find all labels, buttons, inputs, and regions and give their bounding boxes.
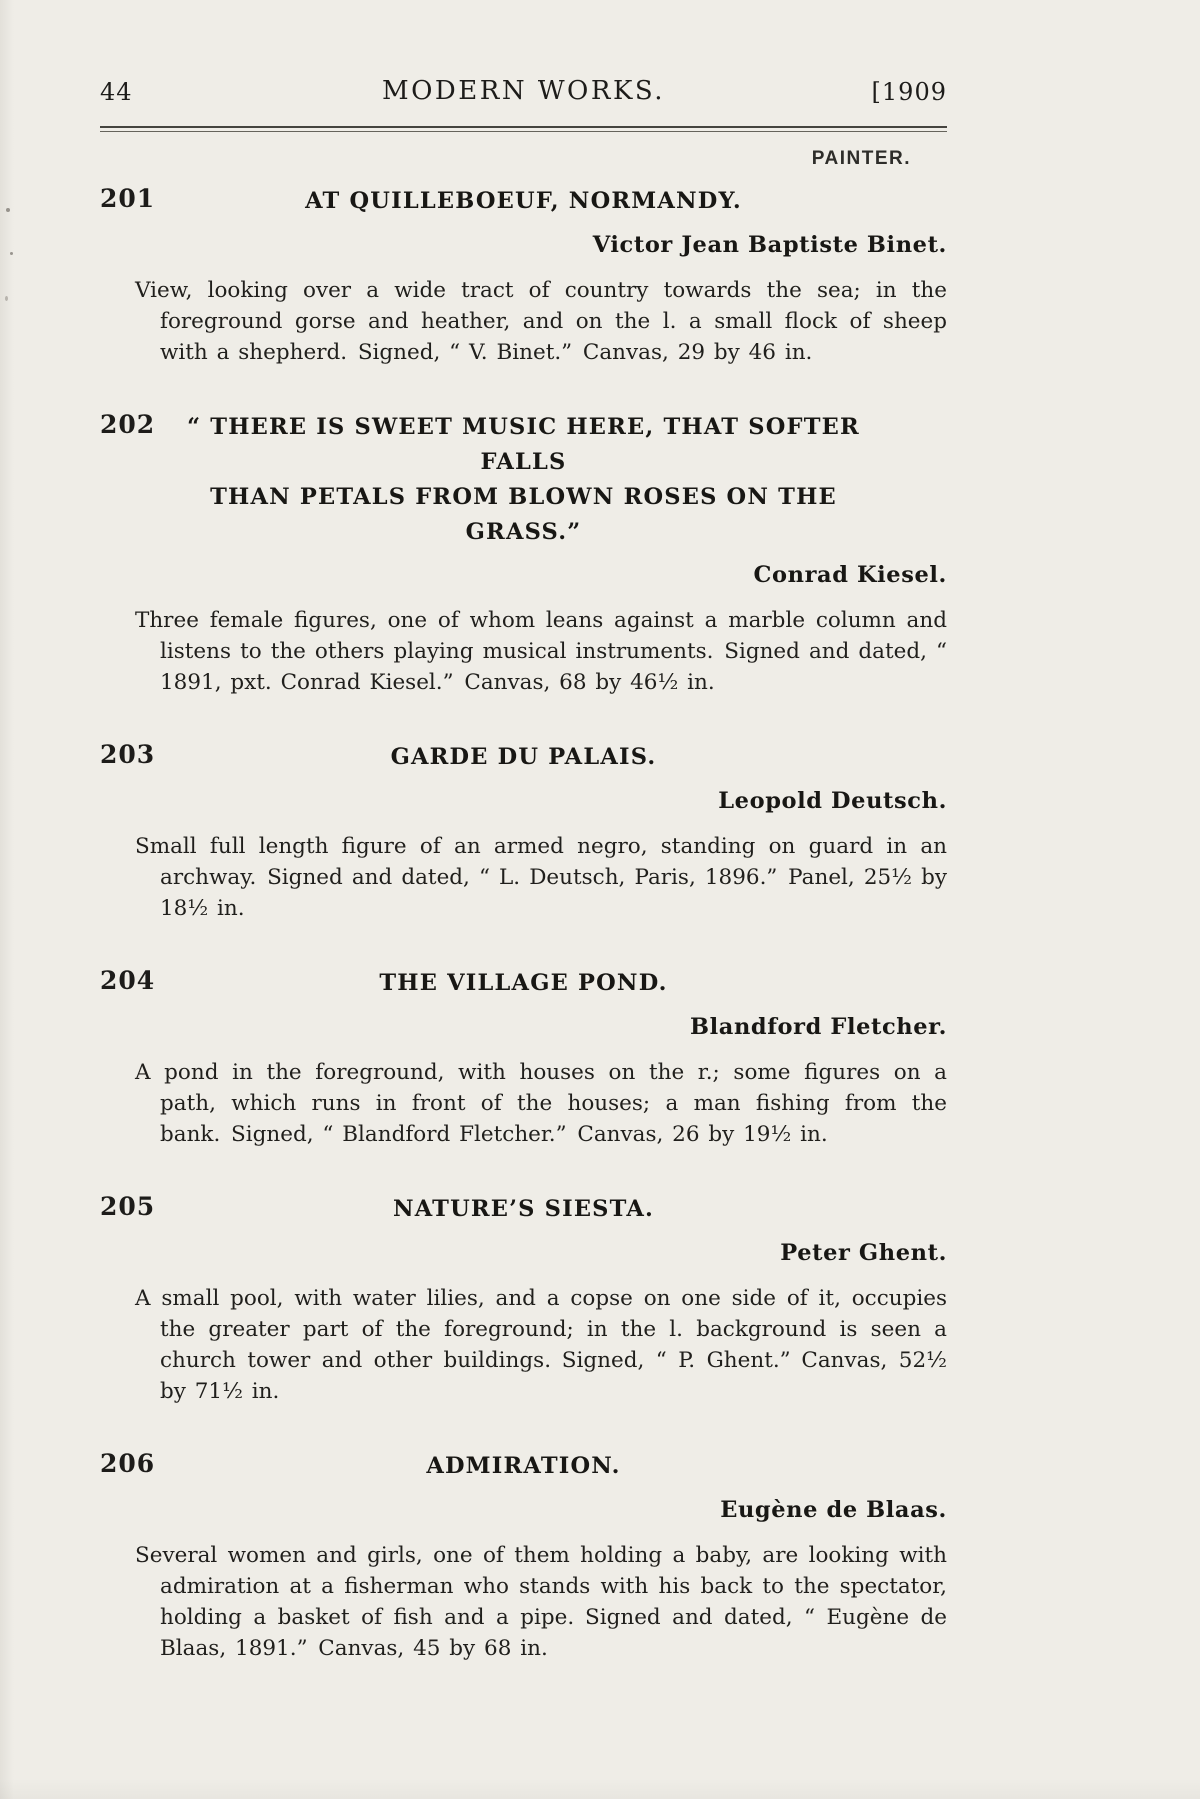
header-rule	[100, 126, 947, 132]
running-title: MODERN WORKS.	[381, 76, 666, 106]
lot-number: 205	[100, 1192, 156, 1222]
lot-entry-206	[100, 1449, 947, 1664]
scan-speck	[6, 208, 10, 212]
painter-name: Victor Jean Baptiste Binet.	[592, 231, 947, 258]
year-bracket: [1909	[871, 78, 947, 106]
painter-name: Peter Ghent.	[780, 1240, 947, 1266]
painter-column-label: PAINTER.	[811, 148, 911, 169]
lot-title-line2: THAN PETALS FROM BLOWN ROSES ON THE GRASS.”	[210, 483, 837, 545]
lot-title	[100, 410, 947, 550]
lot-title-line: NATURE’S SIESTA.	[392, 1196, 655, 1223]
painter-name: Blandford Fletcher.	[690, 1014, 947, 1041]
lot-title-line: “ THERE IS SWEET MUSIC HERE, THAT SOFTER FALLS	[187, 413, 860, 475]
painter-name: Conrad Kiesel.	[753, 562, 947, 589]
lot-number: 201	[100, 184, 156, 213]
lot-head	[100, 184, 947, 219]
lot-head	[100, 410, 947, 550]
lot-number: 202	[100, 409, 156, 439]
page-number: 44	[100, 78, 133, 106]
painter-name: Leopold Deutsch.	[718, 788, 947, 815]
lot-head	[100, 966, 947, 1001]
page-header	[100, 78, 947, 112]
lot-title-line: ADMIRATION.	[426, 1453, 621, 1479]
lot-number: 204	[100, 966, 156, 996]
lot-head	[100, 1192, 947, 1227]
lot-entry-201	[100, 184, 947, 368]
scan-speck	[5, 296, 8, 301]
lot-entry-205	[100, 1192, 947, 1407]
scan-speck	[10, 252, 13, 255]
lot-title-line: AT QUILLEBOEUF, NORMANDY.	[305, 188, 742, 214]
lot-description: View, looking over a wide tract of country towards the sea; in the foreground gorse and heather, and on the l. a small flock of sheep with a shepherd. Signed, “ V. Binet.” Canvas, 29 by 46 in.	[135, 277, 947, 365]
lot-entry-202	[100, 410, 947, 699]
lot-title-line: GARDE DU PALAIS.	[390, 744, 657, 771]
lot-entry-203	[100, 740, 947, 924]
lot-description: A pond in the foreground, with houses on the r.; some figures on a path, which runs in front of the houses; a man fishing from the bank. Signed, “ Blandford Fletcher.” Canvas, 26 by 19½ in.	[135, 1060, 947, 1148]
lot-description: Several women and girls, one of them holding a baby, are looking with admiration at a fisherman who stands with his back to the spectator, holding a basket of fish and a pipe. Signed and dated, “ Eugène de Blaas, 1891.” Canvas, 45 by 68 in.	[135, 1542, 947, 1661]
lot-title	[100, 1192, 947, 1227]
lot-number: 206	[100, 1449, 156, 1478]
lot-entry-204	[100, 966, 947, 1150]
lot-title-line: THE VILLAGE POND.	[379, 970, 668, 997]
lot-title	[100, 1449, 947, 1484]
lot-title	[100, 966, 947, 1001]
lot-description: Small full length figure of an armed negro, standing on guard in an archway. Signed and dated, “ L. Deutsch, Paris, 1896.” Panel, 25½ by 18½ in.	[135, 834, 947, 922]
lot-title	[100, 184, 947, 219]
lot-number: 203	[100, 740, 156, 770]
lot-description: Three female figures, one of whom leans against a marble column and listens to the others playing musical instruments. Signed and dated, “ 1891, pxt. Conrad Kiesel.” Canvas, 68 by 46½ in.	[135, 608, 947, 696]
painter-name: Eugène de Blaas.	[720, 1496, 947, 1523]
lot-title	[100, 740, 947, 775]
lot-head	[100, 1449, 947, 1484]
lot-head	[100, 740, 947, 775]
lot-description: A small pool, with water lilies, and a copse on one side of it, occupies the greater part of the foreground; in the l. background is seen a church tower and other buildings. Signed, “ P. Ghent.” Canvas, 52½ by 71½ in.	[135, 1286, 947, 1404]
